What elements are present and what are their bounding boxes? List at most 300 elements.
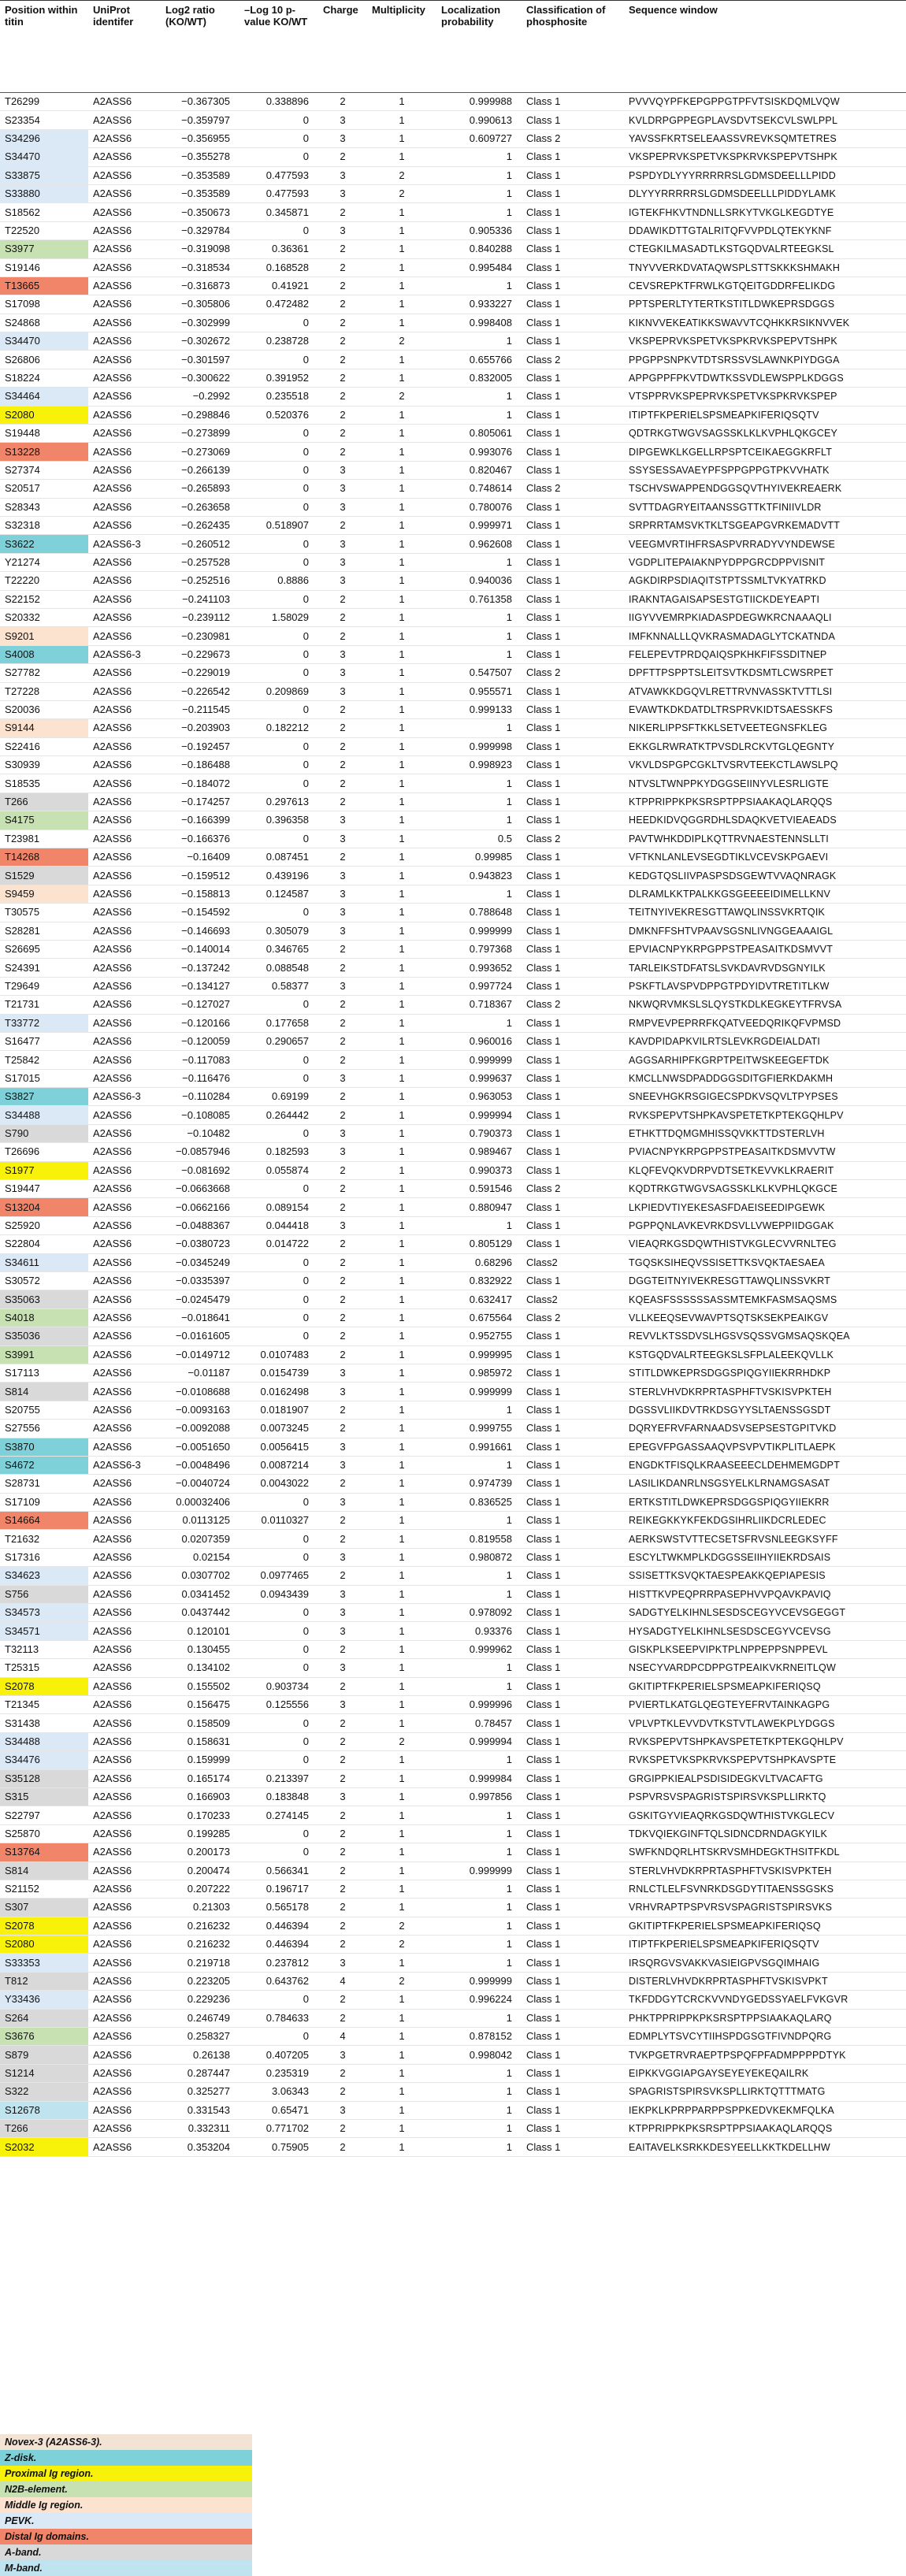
cell-uniprot: A2ASS6: [88, 627, 161, 645]
cell-log2: −0.0488367: [161, 1216, 239, 1234]
cell-pvalue: 0: [239, 553, 318, 571]
cell-log2: −0.186488: [161, 756, 239, 774]
cell-localization: 0.675564: [436, 1308, 522, 1327]
cell-position: T33772: [0, 1014, 88, 1032]
cell-multiplicity: 1: [367, 700, 436, 718]
cell-localization: 1: [436, 148, 522, 166]
cell-localization: 0.805129: [436, 1235, 522, 1253]
cell-multiplicity: 1: [367, 240, 436, 258]
cell-pvalue: 0: [239, 1180, 318, 1198]
cell-uniprot: A2ASS6: [88, 461, 161, 479]
cell-sequence: NIKERLIPPSFTKKLSETVEETEGNSFKLEG: [624, 719, 906, 737]
cell-classification: Class 1: [522, 111, 624, 129]
cell-uniprot: A2ASS6: [88, 1585, 161, 1603]
cell-sequence: GRGIPPKIEALPSDISIDEGKVLTVACAFTG: [624, 1769, 906, 1787]
cell-localization: 0.999999: [436, 1051, 522, 1069]
cell-position: T266: [0, 2119, 88, 2137]
cell-charge: 3: [318, 2101, 367, 2119]
cell-charge: 3: [318, 645, 367, 663]
cell-charge: 2: [318, 1567, 367, 1585]
cell-position: S26695: [0, 940, 88, 958]
cell-localization: 1: [436, 1512, 522, 1530]
cell-classification: Class 1: [522, 295, 624, 314]
cell-pvalue: 0.396358: [239, 811, 318, 830]
cell-localization: 0.943823: [436, 867, 522, 885]
cell-pvalue: 0.0154739: [239, 1364, 318, 1382]
cell-position: S17098: [0, 295, 88, 314]
cell-uniprot: A2ASS6: [88, 996, 161, 1014]
cell-charge: 2: [318, 959, 367, 977]
cell-multiplicity: 1: [367, 351, 436, 369]
cell-multiplicity: 1: [367, 516, 436, 534]
table-row: [0, 1843, 906, 1861]
cell-pvalue: 1.58029: [239, 608, 318, 626]
table-row: [0, 1401, 906, 1419]
cell-localization: 1: [436, 811, 522, 830]
table-row: [0, 885, 906, 903]
cell-classification: Class 2: [522, 351, 624, 369]
cell-classification: Class 1: [522, 590, 624, 608]
cell-position: S879: [0, 2046, 88, 2064]
cell-uniprot: A2ASS6: [88, 314, 161, 332]
cell-position: T26299: [0, 93, 88, 111]
cell-uniprot: A2ASS6: [88, 1548, 161, 1566]
cell-sequence: EKKGLRWRATKTPVSDLRCKVTGLQEGNTY: [624, 737, 906, 755]
cell-log2: 0.229236: [161, 1991, 239, 2009]
cell-localization: 0.999999: [436, 922, 522, 940]
table-row: [0, 811, 906, 830]
cell-sequence: GISKPLKSEEPVIPKTPLNPPEPPSNPPEVL: [624, 1640, 906, 1658]
cell-sequence: DIPGEWKLKGELLRPSPTCEIKAEGGKRFLT: [624, 443, 906, 461]
cell-multiplicity: 2: [367, 1972, 436, 1990]
cell-sequence: PAVTWHKDDIPLKQTTRVNAESTENNSLLTI: [624, 830, 906, 848]
header-multiplicity: Multiplicity: [367, 1, 436, 93]
cell-position: S22797: [0, 1806, 88, 1824]
table-row: [0, 516, 906, 534]
cell-uniprot: A2ASS6: [88, 2101, 161, 2119]
cell-sequence: KIKNVVEKEATIKKSWAVVTCQHKKRSIKNVVEK: [624, 314, 906, 332]
cell-sequence: ENGDKTFISQLKRAASEEECLDEHMEMGDPT: [624, 1456, 906, 1474]
table-row: [0, 627, 906, 645]
table-row: [0, 1014, 906, 1032]
cell-sequence: KQDTRKGTWGVSAGSSKLKLKVPHLQKGCE: [624, 1180, 906, 1198]
table-row: [0, 111, 906, 129]
cell-charge: 2: [318, 240, 367, 258]
cell-multiplicity: 1: [367, 904, 436, 922]
cell-log2: −0.262435: [161, 516, 239, 534]
table-row: [0, 129, 906, 147]
cell-sequence: PHKTPPRIPPKPKSRSPTPPSIAAKAQLARQ: [624, 2009, 906, 2027]
cell-localization: 1: [436, 2101, 522, 2119]
cell-classification: Class 1: [522, 1659, 624, 1677]
cell-position: S35128: [0, 1769, 88, 1787]
cell-sequence: SADGTYELKIHNLSESDSCEGYVCEVSGEGGT: [624, 1604, 906, 1622]
cell-sequence: AERKSWSTVTTECSETSFRVSNLEEGKSYFF: [624, 1530, 906, 1548]
cell-localization: 0.609727: [436, 129, 522, 147]
cell-classification: Class 1: [522, 608, 624, 626]
cell-sequence: PSKFTLAVSPVDPPGTPDYIDVTRETITLKW: [624, 977, 906, 995]
cell-sequence: PSPVRSVSPAGRISTSPIRSVKSPLLIRKTQ: [624, 1787, 906, 1806]
cell-multiplicity: 1: [367, 719, 436, 737]
cell-uniprot: A2ASS6: [88, 1383, 161, 1401]
cell-classification: Class 1: [522, 1622, 624, 1640]
cell-charge: 3: [318, 1383, 367, 1401]
cell-uniprot: A2ASS6: [88, 867, 161, 885]
cell-pvalue: 0.264442: [239, 1106, 318, 1124]
cell-localization: 0.93376: [436, 1622, 522, 1640]
cell-sequence: APPGPPFPKVTDWTKSSVDLEWSPPLKDGGS: [624, 369, 906, 387]
cell-localization: 1: [436, 1014, 522, 1032]
cell-localization: 1: [436, 1456, 522, 1474]
cell-multiplicity: 1: [367, 608, 436, 626]
cell-localization: 0.761358: [436, 590, 522, 608]
cell-sequence: PVIERTLKATGLQEGTEYEFRVTAINKAGPG: [624, 1695, 906, 1713]
cell-sequence: GKITIPTFKPERIELSPSMEAPKIFERIQSQ: [624, 1677, 906, 1695]
cell-uniprot: A2ASS6: [88, 1493, 161, 1511]
cell-multiplicity: 1: [367, 737, 436, 755]
cell-position: S17109: [0, 1493, 88, 1511]
cell-localization: 0.963053: [436, 1088, 522, 1106]
cell-pvalue: 0.0073245: [239, 1420, 318, 1438]
cell-position: S4175: [0, 811, 88, 830]
cell-multiplicity: 1: [367, 940, 436, 958]
cell-position: S28731: [0, 1475, 88, 1493]
cell-position: S1529: [0, 867, 88, 885]
cell-position: S22152: [0, 590, 88, 608]
cell-log2: −0.300622: [161, 369, 239, 387]
cell-charge: 2: [318, 2064, 367, 2082]
cell-uniprot: A2ASS6: [88, 1677, 161, 1695]
cell-uniprot: A2ASS6: [88, 1824, 161, 1843]
cell-classification: Class 1: [522, 203, 624, 221]
cell-classification: Class 1: [522, 1640, 624, 1658]
cell-position: S19447: [0, 1180, 88, 1198]
cell-sequence: AGGSARHIPFKGRPTPEITWSKEEGEFTDK: [624, 1051, 906, 1069]
cell-position: T29649: [0, 977, 88, 995]
cell-sequence: SNEEVHGKRSGIGECSPDKVSQVLTPYPSES: [624, 1088, 906, 1106]
table-row: [0, 93, 906, 111]
cell-position: S12678: [0, 2101, 88, 2119]
cell-sequence: NKWQRVMKSLSLQYSTKDLKEGKEYTFRVSA: [624, 996, 906, 1014]
cell-position: T25315: [0, 1659, 88, 1677]
cell-log2: −0.319098: [161, 240, 239, 258]
table-row: [0, 425, 906, 443]
cell-localization: 0.933227: [436, 295, 522, 314]
cell-position: Y21274: [0, 553, 88, 571]
cell-charge: 2: [318, 1475, 367, 1493]
cell-classification: Class 1: [522, 148, 624, 166]
cell-position: S3676: [0, 2028, 88, 2046]
cell-localization: 0.832922: [436, 1272, 522, 1290]
cell-classification: Class 1: [522, 922, 624, 940]
cell-localization: 1: [436, 645, 522, 663]
cell-classification: Class 1: [522, 1695, 624, 1713]
cell-log2: −0.0857946: [161, 1143, 239, 1161]
cell-sequence: VIEAQRKGSDQWTHISTVKGLECVVRNLTEG: [624, 1235, 906, 1253]
cell-sequence: SWFKNDQRLHTSKRVSMHDEGKTHSITFKDL: [624, 1843, 906, 1861]
cell-multiplicity: 1: [367, 2083, 436, 2101]
cell-log2: −0.266139: [161, 461, 239, 479]
cell-pvalue: 3.06343: [239, 2083, 318, 2101]
cell-log2: −0.263658: [161, 498, 239, 516]
table-row: [0, 1622, 906, 1640]
table-row: [0, 940, 906, 958]
cell-position: T14268: [0, 848, 88, 867]
cell-classification: Class 1: [522, 406, 624, 424]
cell-multiplicity: 1: [367, 1530, 436, 1548]
cell-uniprot: A2ASS6-3: [88, 1456, 161, 1474]
table-row: [0, 1290, 906, 1308]
cell-localization: 1: [436, 1216, 522, 1234]
cell-position: S34464: [0, 388, 88, 406]
cell-position: S33353: [0, 1954, 88, 1972]
cell-multiplicity: 1: [367, 1659, 436, 1677]
cell-log2: 0.170233: [161, 1806, 239, 1824]
cell-classification: Class 1: [522, 1401, 624, 1419]
table-row: [0, 1899, 906, 1917]
cell-charge: 2: [318, 1843, 367, 1861]
cell-sequence: TDKVQIEKGINFTQLSIDNCDRNDAGKYILK: [624, 1824, 906, 1843]
cell-log2: 0.258327: [161, 2028, 239, 2046]
cell-classification: Class 1: [522, 1272, 624, 1290]
cell-multiplicity: 1: [367, 1216, 436, 1234]
cell-localization: 1: [436, 2083, 522, 2101]
cell-multiplicity: 1: [367, 535, 436, 553]
cell-classification: Class 1: [522, 1216, 624, 1234]
table-row: [0, 2046, 906, 2064]
cell-classification: Class 1: [522, 1198, 624, 1216]
cell-position: S4018: [0, 1308, 88, 1327]
cell-localization: 0.748614: [436, 480, 522, 498]
cell-multiplicity: 1: [367, 1383, 436, 1401]
cell-charge: 2: [318, 1512, 367, 1530]
cell-sequence: REVVLKTSSDVSLHGSVSQSSVGMSAQSKQEA: [624, 1327, 906, 1346]
cell-uniprot: A2ASS6: [88, 277, 161, 295]
cell-log2: 0.199285: [161, 1824, 239, 1843]
cell-multiplicity: 1: [367, 498, 436, 516]
cell-classification: Class 1: [522, 388, 624, 406]
cell-sequence: RNLCTLELFSVNRKDSGDYTITAENSSGSKS: [624, 1880, 906, 1898]
cell-charge: 2: [318, 1420, 367, 1438]
cell-uniprot: A2ASS6: [88, 977, 161, 995]
cell-pvalue: 0: [239, 1530, 318, 1548]
cell-uniprot: A2ASS6: [88, 1530, 161, 1548]
cell-position: S2078: [0, 1917, 88, 1935]
cell-charge: 3: [318, 1069, 367, 1087]
cell-localization: 0.989467: [436, 1143, 522, 1161]
cell-position: S34611: [0, 1253, 88, 1271]
cell-position: T21632: [0, 1530, 88, 1548]
cell-uniprot: A2ASS6: [88, 2064, 161, 2082]
cell-position: S20036: [0, 700, 88, 718]
table-row: [0, 2138, 906, 2156]
cell-charge: 2: [318, 719, 367, 737]
cell-charge: 3: [318, 129, 367, 147]
cell-position: S13204: [0, 1198, 88, 1216]
table-row: [0, 148, 906, 166]
cell-charge: 2: [318, 1272, 367, 1290]
cell-classification: Class 2: [522, 480, 624, 498]
cell-multiplicity: 1: [367, 1843, 436, 1861]
cell-localization: 0.999637: [436, 1069, 522, 1087]
cell-pvalue: 0: [239, 1272, 318, 1290]
cell-localization: 1: [436, 332, 522, 351]
cell-log2: 0.165174: [161, 1769, 239, 1787]
cell-charge: 3: [318, 498, 367, 516]
table-row: [0, 1327, 906, 1346]
cell-log2: −0.140014: [161, 940, 239, 958]
cell-uniprot: A2ASS6: [88, 425, 161, 443]
cell-log2: 0.158631: [161, 1732, 239, 1750]
cell-position: S35036: [0, 1327, 88, 1346]
cell-log2: −0.0345249: [161, 1253, 239, 1271]
cell-uniprot: A2ASS6: [88, 1475, 161, 1493]
cell-charge: 2: [318, 1235, 367, 1253]
cell-classification: Class 1: [522, 1124, 624, 1142]
cell-charge: 3: [318, 111, 367, 129]
table-row: [0, 608, 906, 626]
cell-uniprot: A2ASS6: [88, 1180, 161, 1198]
cell-localization: 0.962608: [436, 535, 522, 553]
cell-pvalue: 0.237812: [239, 1954, 318, 1972]
cell-pvalue: 0: [239, 221, 318, 239]
cell-charge: 2: [318, 277, 367, 295]
cell-log2: 0.02154: [161, 1548, 239, 1566]
cell-localization: 0.788648: [436, 904, 522, 922]
cell-localization: 1: [436, 1936, 522, 1954]
cell-pvalue: 0.0110327: [239, 1512, 318, 1530]
cell-log2: −0.353589: [161, 184, 239, 202]
cell-pvalue: 0.0056415: [239, 1438, 318, 1456]
cell-sequence: DGGTEITNYIVEKRESGTTAWQLINSSVKRT: [624, 1272, 906, 1290]
cell-sequence: DLYYYRRRRRSLGDMSDEELLLPIDDYLAMK: [624, 184, 906, 202]
cell-multiplicity: 2: [367, 332, 436, 351]
cell-pvalue: 0.087451: [239, 848, 318, 867]
table-row: [0, 277, 906, 295]
table-row: [0, 904, 906, 922]
cell-position: S322: [0, 2083, 88, 2101]
cell-sequence: ITIPTFKPERIELSPSMEAPKIFERIQSQTV: [624, 406, 906, 424]
cell-classification: Class 1: [522, 1806, 624, 1824]
table-row: [0, 1530, 906, 1548]
cell-multiplicity: 1: [367, 1253, 436, 1271]
table-row: [0, 332, 906, 351]
cell-charge: 2: [318, 774, 367, 792]
cell-uniprot: A2ASS6: [88, 295, 161, 314]
cell-charge: 3: [318, 1124, 367, 1142]
cell-uniprot: A2ASS6: [88, 1640, 161, 1658]
cell-multiplicity: 1: [367, 1677, 436, 1695]
cell-charge: 3: [318, 1622, 367, 1640]
cell-multiplicity: 1: [367, 295, 436, 314]
table-row: [0, 221, 906, 239]
cell-multiplicity: 2: [367, 388, 436, 406]
cell-classification: Class 1: [522, 867, 624, 885]
cell-classification: Class 1: [522, 572, 624, 590]
legend-item: N2B-element.: [0, 2481, 252, 2497]
table-row: [0, 1032, 906, 1050]
cell-multiplicity: 1: [367, 1604, 436, 1622]
cell-uniprot: A2ASS6: [88, 1917, 161, 1935]
cell-sequence: AGKDIRPSDIAQITSTPTSSMLTVKYATRKD: [624, 572, 906, 590]
cell-classification: Class 1: [522, 461, 624, 479]
cell-localization: 1: [436, 1401, 522, 1419]
cell-pvalue: 0.297613: [239, 792, 318, 811]
cell-classification: Class 1: [522, 700, 624, 718]
cell-classification: Class 1: [522, 1899, 624, 1917]
table-row: [0, 1769, 906, 1787]
cell-uniprot: A2ASS6: [88, 1936, 161, 1954]
cell-log2: −0.0335397: [161, 1272, 239, 1290]
cell-position: T23981: [0, 830, 88, 848]
cell-pvalue: 0: [239, 664, 318, 682]
cell-uniprot: A2ASS6: [88, 737, 161, 755]
cell-classification: Class 1: [522, 1088, 624, 1106]
header-row: [0, 1, 906, 93]
cell-log2: −0.260512: [161, 535, 239, 553]
legend-item: Z-disk.: [0, 2450, 252, 2466]
cell-uniprot: A2ASS6: [88, 608, 161, 626]
table-body: [0, 93, 906, 2157]
cell-localization: 0.997724: [436, 977, 522, 995]
cell-charge: 2: [318, 1032, 367, 1050]
cell-position: S21152: [0, 1880, 88, 1898]
cell-charge: 2: [318, 1677, 367, 1695]
cell-sequence: TGQSKSIHEQVSSISETTKSVQKTAESAEA: [624, 1253, 906, 1271]
cell-classification: Class 1: [522, 2046, 624, 2064]
cell-log2: 0.166903: [161, 1787, 239, 1806]
cell-log2: 0.0307702: [161, 1567, 239, 1585]
cell-sequence: IMFKNNALLLQVKRASMADAGLYTCKATNDA: [624, 627, 906, 645]
cell-multiplicity: 2: [367, 1732, 436, 1750]
cell-classification: Class 1: [522, 1548, 624, 1566]
table-row: [0, 792, 906, 811]
legend-item: A-band.: [0, 2544, 252, 2560]
cell-localization: 0.999999: [436, 1972, 522, 1990]
cell-localization: 0.990373: [436, 1161, 522, 1179]
cell-sequence: STITLDWKEPRSDGGSPIQGYIIEKRRHDKP: [624, 1364, 906, 1382]
cell-charge: 3: [318, 904, 367, 922]
cell-multiplicity: 1: [367, 1014, 436, 1032]
cell-log2: −0.356955: [161, 129, 239, 147]
table-row: [0, 1972, 906, 1990]
cell-multiplicity: 1: [367, 627, 436, 645]
cell-multiplicity: 1: [367, 2101, 436, 2119]
cell-pvalue: 0: [239, 1714, 318, 1732]
cell-localization: 1: [436, 2064, 522, 2082]
cell-multiplicity: 1: [367, 2119, 436, 2137]
cell-multiplicity: 1: [367, 1364, 436, 1382]
cell-position: S31438: [0, 1714, 88, 1732]
cell-charge: 3: [318, 1548, 367, 1566]
cell-classification: Class 1: [522, 1235, 624, 1253]
cell-uniprot: A2ASS6: [88, 1769, 161, 1787]
cell-pvalue: 0: [239, 351, 318, 369]
cell-classification: Class 1: [522, 977, 624, 995]
cell-pvalue: 0.346765: [239, 940, 318, 958]
cell-log2: −0.0245479: [161, 1290, 239, 1308]
cell-log2: −0.120059: [161, 1032, 239, 1050]
cell-localization: 0.999995: [436, 1346, 522, 1364]
cell-charge: 3: [318, 1438, 367, 1456]
cell-sequence: ESCYLTWKMPLKDGGSSEIIHYIIEKRDSAIS: [624, 1548, 906, 1566]
cell-multiplicity: 1: [367, 811, 436, 830]
cell-uniprot: A2ASS6: [88, 940, 161, 958]
table-row: [0, 1308, 906, 1327]
cell-sequence: VKSPEPRVKSPETVKSPKRVKSPEPVTSHPK: [624, 332, 906, 351]
cell-localization: 0.960016: [436, 1032, 522, 1050]
cell-position: S32318: [0, 516, 88, 534]
